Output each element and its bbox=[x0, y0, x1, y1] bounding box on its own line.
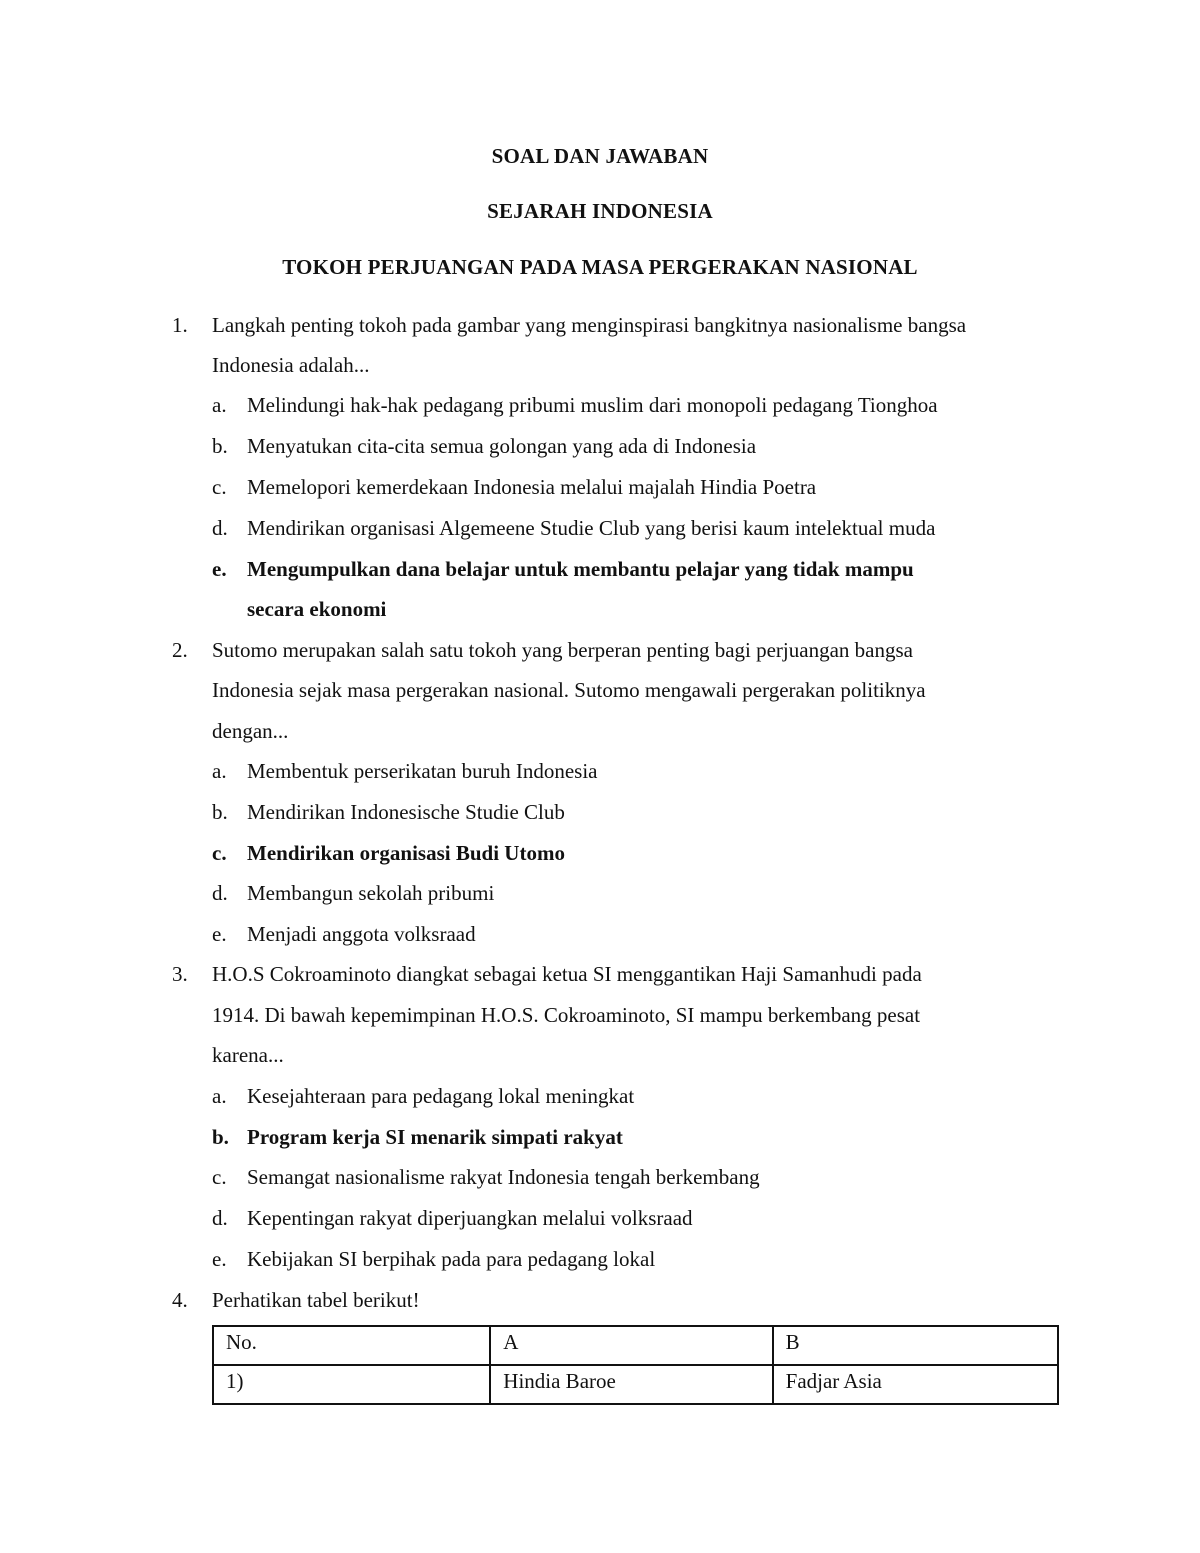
table-cell: Hindia Baroe bbox=[490, 1365, 772, 1404]
question-text-line: Perhatikan tabel berikut! bbox=[212, 1288, 420, 1312]
option-letter: b. bbox=[212, 800, 228, 824]
table-header-cell: No. bbox=[213, 1326, 490, 1365]
correct-option-letter: e. bbox=[212, 557, 227, 581]
table-header-cell: A bbox=[490, 1326, 772, 1365]
comparison-table bbox=[212, 1325, 1059, 1405]
question-text-line: Indonesia sejak masa pergerakan nasional. Sutomo mengawali pergerakan politiknya bbox=[212, 678, 926, 702]
option-text: Menyatukan cita-cita semua golongan yang ada di Indonesia bbox=[247, 434, 757, 458]
option-text: Memelopori kemerdekaan Indonesia melalui majalah Hindia Poetra bbox=[247, 475, 817, 499]
question-number: 4. bbox=[172, 1288, 188, 1312]
question-text-line: H.O.S Cokroaminoto diangkat sebagai ketua SI menggantikan Haji Samanhudi pada bbox=[212, 962, 922, 986]
option-text: Kebijakan SI berpihak pada para pedagang lokal bbox=[247, 1247, 656, 1271]
question-text-line: dengan... bbox=[212, 719, 289, 743]
option-text: Melindungi hak-hak pedagang pribumi muslim dari monopoli pedagang Tionghoa bbox=[247, 393, 938, 417]
option-text: Membangun sekolah pribumi bbox=[247, 881, 495, 905]
option-letter: c. bbox=[212, 475, 227, 499]
table-header-cell: B bbox=[773, 1326, 1058, 1365]
table-cell: Fadjar Asia bbox=[773, 1365, 1058, 1404]
option-text: Kesejahteraan para pedagang lokal meningkat bbox=[247, 1084, 635, 1108]
table-row bbox=[213, 1365, 1058, 1404]
option-letter: d. bbox=[212, 516, 228, 540]
table-cell: 1) bbox=[213, 1365, 490, 1404]
option-text: Membentuk perserikatan buruh Indonesia bbox=[247, 759, 598, 783]
question-number: 3. bbox=[172, 962, 188, 986]
document-title: SOAL DAN JAWABAN bbox=[491, 144, 709, 168]
option-letter: d. bbox=[212, 881, 228, 905]
question-number: 1. bbox=[172, 313, 188, 337]
question-text-line: karena... bbox=[212, 1043, 284, 1067]
correct-option-letter: b. bbox=[212, 1125, 229, 1149]
correct-option-text: Program kerja SI menarik simpati rakyat bbox=[247, 1125, 623, 1149]
question-text-line: 1914. Di bawah kepemimpinan H.O.S. Cokroaminoto, SI mampu berkembang pesat bbox=[212, 1003, 921, 1027]
question-text-line: Indonesia adalah... bbox=[212, 353, 370, 377]
option-letter: a. bbox=[212, 1084, 227, 1108]
option-letter: a. bbox=[212, 393, 227, 417]
question-text-line: Langkah penting tokoh pada gambar yang menginspirasi bangkitnya nasionalisme bangsa bbox=[212, 313, 967, 337]
option-text: Semangat nasionalisme rakyat Indonesia tengah berkembang bbox=[247, 1165, 760, 1189]
option-letter: e. bbox=[212, 922, 227, 946]
correct-option-letter: c. bbox=[212, 841, 227, 865]
document-subject: SEJARAH INDONESIA bbox=[487, 199, 713, 223]
correct-option-text: Mendirikan organisasi Budi Utomo bbox=[247, 841, 565, 865]
correct-option-text: Mengumpulkan dana belajar untuk membantu pelajar yang tidak mampu bbox=[247, 557, 914, 581]
option-text: Kepentingan rakyat diperjuangkan melalui volksraad bbox=[247, 1206, 693, 1230]
option-text: Mendirikan Indonesische Studie Club bbox=[247, 800, 565, 824]
table-header-row bbox=[213, 1326, 1058, 1365]
option-letter: d. bbox=[212, 1206, 228, 1230]
correct-option-text: secara ekonomi bbox=[247, 597, 387, 621]
option-letter: c. bbox=[212, 1165, 227, 1189]
option-text: Menjadi anggota volksraad bbox=[247, 922, 476, 946]
option-letter: b. bbox=[212, 434, 228, 458]
option-text: Mendirikan organisasi Algemeene Studie Club yang berisi kaum intelektual muda bbox=[247, 516, 936, 540]
option-letter: a. bbox=[212, 759, 227, 783]
option-letter: e. bbox=[212, 1247, 227, 1271]
question-text-line: Sutomo merupakan salah satu tokoh yang berperan penting bagi perjuangan bangsa bbox=[212, 638, 913, 662]
question-number: 2. bbox=[172, 638, 188, 662]
document-topic: TOKOH PERJUANGAN PADA MASA PERGERAKAN NASIONAL bbox=[282, 255, 918, 279]
